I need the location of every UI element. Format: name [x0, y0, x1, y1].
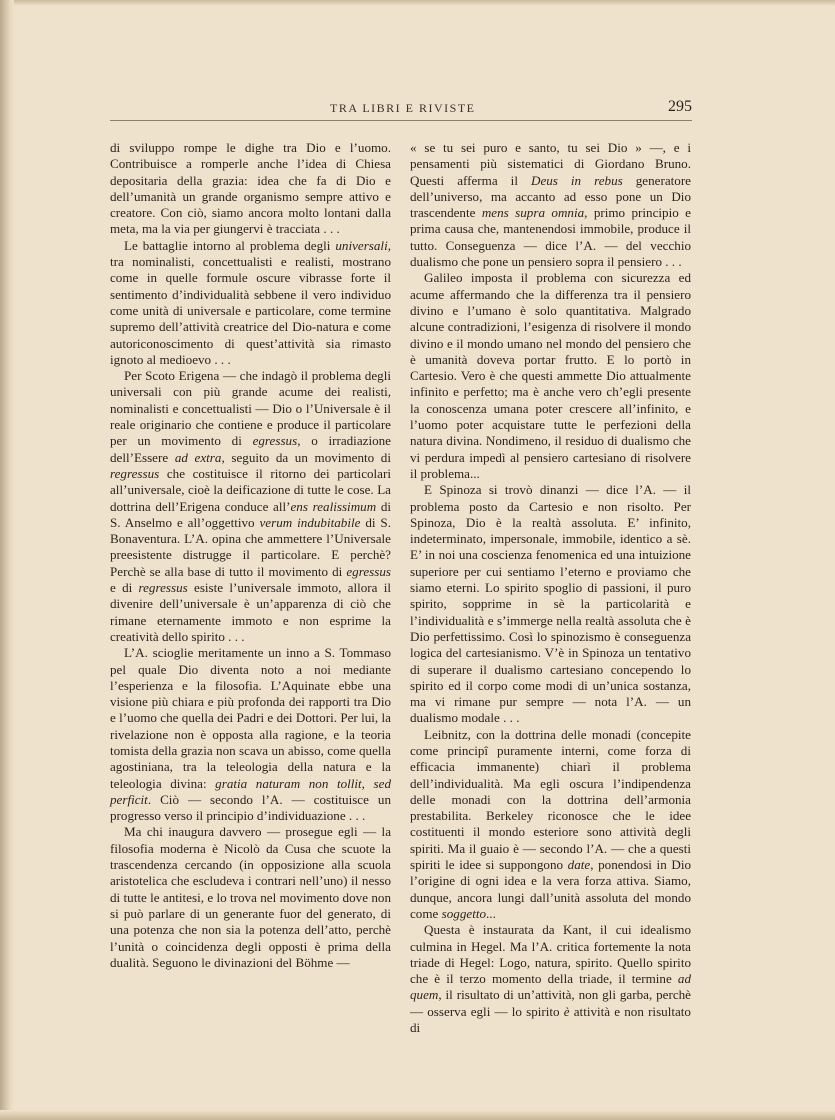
paragraph: Le battaglie intorno al problema degli universali, tra nominalisti, concettualisti e realisti, mostrano come in quelle formule oscure vibrasse forte il sentimento d’individualità sebbene il vero individuo come unità di universale e particolare, come termine supremo dell’attività creatrice del Dio-natura e come autoriconoscimento di quest’attività sia rimasto ignoto al medioevo . . . — [110, 237, 391, 367]
paragraph: « se tu sei puro e santo, tu sei Dio » —, e i pensamenti più sistematici di Giordano Bruno. Questi afferma il Deus in rebus generatore dell’universo, ma accanto ad esso pone un Dio trascendente mens supra omnia, primo principio e prima causa che, mantenendosi immobile, produce il tutto. Conseguenza — dice l’A. — del vecchio dualismo che pone un pensiero sopra il pensiero . . . — [410, 140, 691, 270]
page-top-edge — [0, 0, 835, 6]
paragraph: Ma chi inaugura davvero — prosegue egli — la filosofia moderna è Nicolò da Cusa che scuote la trascendenza cercando (in opposizione alla scuola aristotelica che escludeva i contrari nell’uno) il nesso di tutte le antitesi, e lo trova nel movimento dove non si può parlare di un generante fuor del generato, di una potenza che non sia la potenza dell’atto, perchè l’unità o coincidenza degli opposti è prima della dualità. Seguono le divinazioni del Böhme — — [110, 824, 391, 970]
right-column — [410, 140, 691, 1036]
left-column — [110, 140, 391, 971]
paragraph: Questa è instaurata da Kant, il cui idealismo culmina in Hegel. Ma l’A. critica fortemente la nota triade di Hegel: Logo, natura, spirito. Quello spirito che è il terzo momento della triade, il termine ad quem, il risultato di un’attività, non gli garba, perchè — osserva egli — lo spirito è attività e non risultato di — [410, 922, 691, 1036]
page-header — [110, 98, 690, 124]
page-number: 295 — [668, 98, 692, 115]
running-head: TRA LIBRI E RIVISTE — [330, 101, 476, 115]
page-binding-shadow — [0, 0, 14, 1120]
paragraph: Galileo imposta il problema con sicurezza ed acume affermando che la differenza tra il pensiero divino e l’umano è solo quantitativa. Malgrado alcune contradizioni, l’esigenza di risolvere il mondo divino e il mondo umano nel mondo del pensiero che è umanità doveva portar frutto. E lo portò in Cartesio. Vero è che questi ammette Dio attualmente infinito e perfetto; ma è anche vero ch’egli presente la conoscenza umana poter crescere all’infinito, e l’uomo poter acquistare tutte le perfezioni della natura divina. Nondimeno, il residuo di dualismo che vi perdura impedì al pensiero cartesiano di risolvere il problema... — [410, 270, 691, 481]
paragraph: E Spinoza si trovò dinanzi — dice l’A. — il problema posto da Cartesio e non risolto. Per Spinoza, Dio è la realtà assoluta. E’ infinito, indeterminato, impersonale, immobile, identico a sè. E’ in noi una coscienza fenomenica ed una intuizione superiore per cui sentiamo l’eterno e proviamo che siamo eterni. Lo spirito spoglio di passioni, il puro spirito, sopprime in sè la particolarità e l’individualità e s’immerge nella realtà assoluta che è Dio perfettissimo. Così lo spinozismo è conseguenza logica del cartesianismo. V’è in Spinoza un tentativo di superare il dualismo cartesiano concependo lo spirito ed il corpo come modi di un’unica sostanza, ma vi rimane pur sempre — nota l’A. — un dualismo modale . . . — [410, 482, 691, 726]
paragraph: Per Scoto Erigena — che indagò il problema degli universali con più grande acume dei realisti, nominalisti e concettualisti — Dio o l’Universale è il reale originario che contiene e produce il particolare per un movimento di egressus, o irradiazione dell’Essere ad extra, seguito da un movimento di regressus che costituisce il ritorno dei particolari all’universale, cioè la deificazione di tutte le cose. La dottrina dell’Erigena conduce all’ens realissimum di S. Anselmo e all’oggettivo verum indubitabile di S. Bonaventura. L’A. opina che ammettere l’Universale preesistente distrugge il particolare. E perchè? Perchè se alla base di tutto il movimento di egressus e di regressus esiste l’universale immoto, allora il divenire dell’universale è un’apparenza di ciò che rimane eternamente immoto e non esprime la creatività dello spirito . . . — [110, 368, 392, 644]
paragraph: L’A. scioglie meritamente un inno a S. Tommaso pel quale Dio diventa noto a noi mediante l’esperienza e la filosofia. L’Aquinate ebbe una visione più chiara e più profonda dei rapporti tra Dio e l’uomo che quella dei Padri e dei Dottori. Per lui, la rivelazione non è opposta alla ragione, e la teoria tomista della grazia non scava un abisso, come quella agostiniana, tra la teleologia della natura e la teleologia divina: gratia naturam non tollit, sed perficit. Ciò — secondo l’A. — costituisce un progresso verso il principio d’individuazione . . . — [110, 645, 391, 824]
paragraph: Leibnitz, con la dottrina delle monadi (concepite come principî puramente interni, come forza di efficacia immanente) chiarì il problema dell’individualità. Ma egli oscura l’indipendenza delle monadi con la dottrina dell’armonia prestabilita. Berkeley riconosce che le idee costituenti il mondo esteriore sono attività degli spiriti. Ma il guaio è — secondo l’A. — che a questi spiriti le idee si suppongono date, ponendosi in Dio l’origine di ogni idea e la vera forza attiva. Siamo, dunque, ancora lungi dall’unità assoluta del mondo come soggetto... — [410, 726, 692, 921]
paragraph: di sviluppo rompe le dighe tra Dio e l’uomo. Contribuisce a romperle anche l’idea di Chiesa depositaria della grazia: idea che fa di Dio e dell’umanità un grande organismo sempre attivo e creatore. Con ciò, siamo ancora molto lontani dalla meta, ma la via per giungervi è tracciata . . . — [110, 140, 391, 237]
page-bottom-edge — [0, 1110, 835, 1120]
header-rule — [110, 120, 692, 121]
